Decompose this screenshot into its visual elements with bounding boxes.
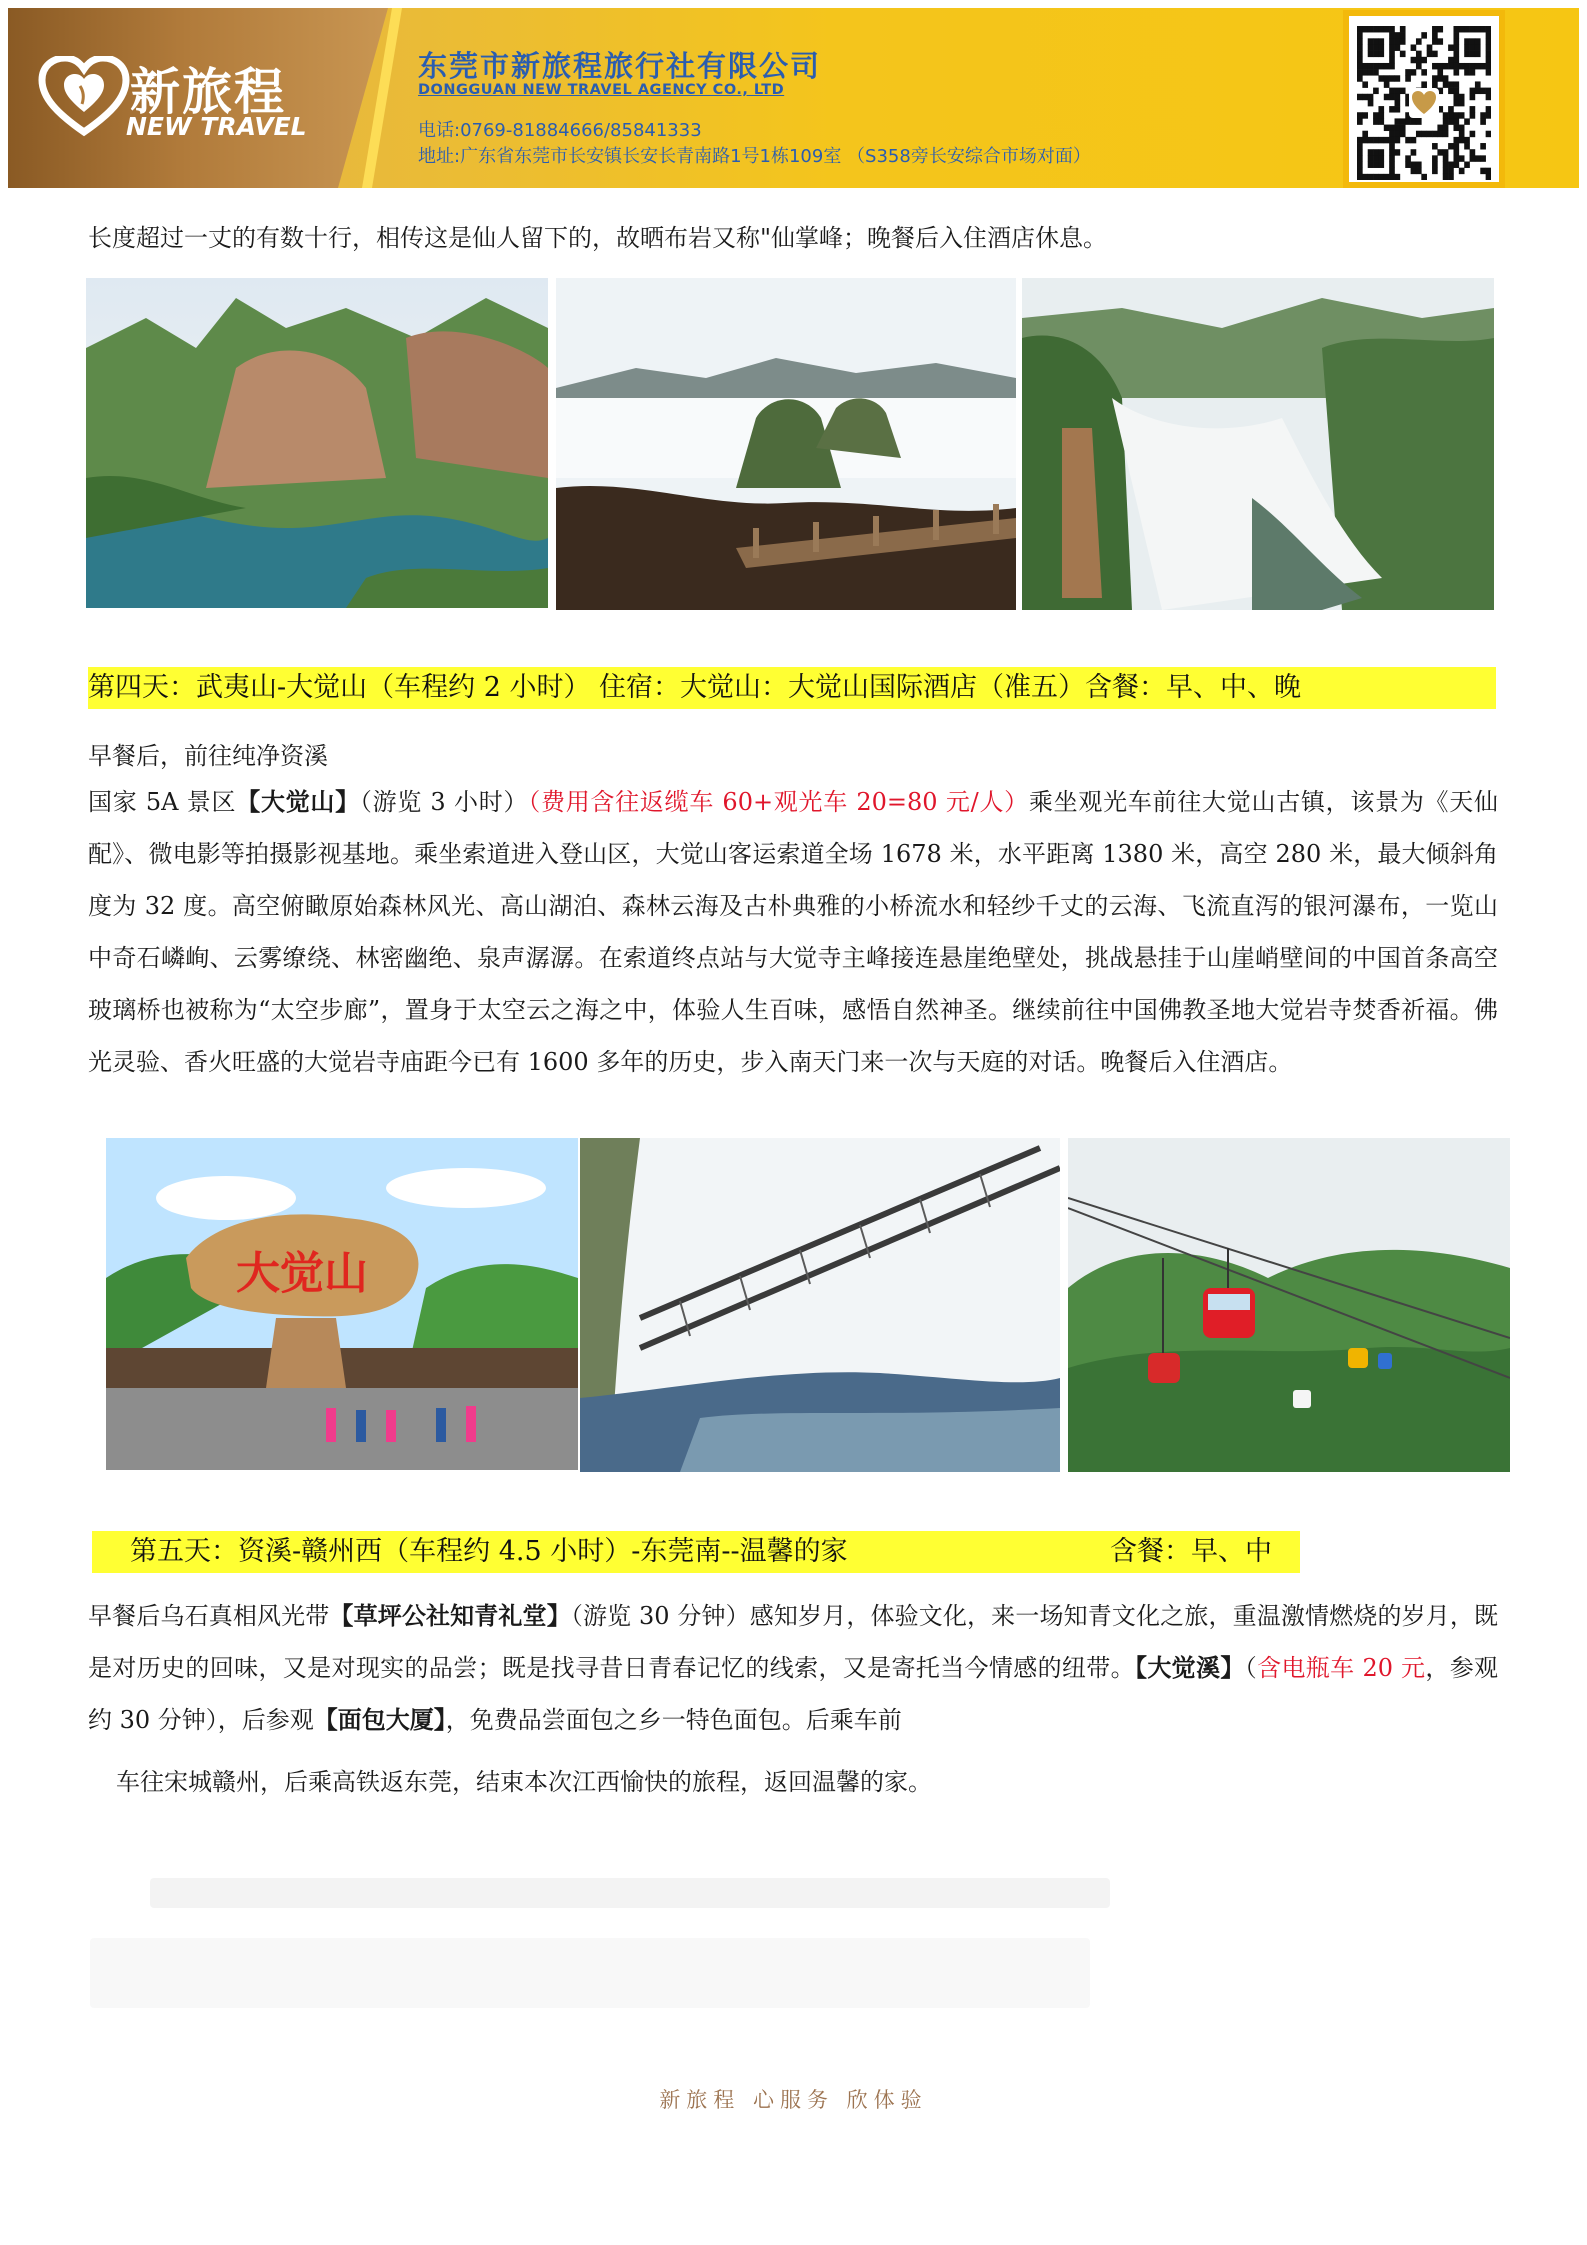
logo-chinese: 新旅程	[130, 63, 286, 121]
day5-fee-note: 含电瓶车 20 元	[1257, 1654, 1426, 1682]
page-header	[8, 8, 1579, 188]
faint-band	[150, 1878, 1110, 1908]
day4-heading: 第四天：武夷山-大觉山（车程约 2 小时） 住宿：大觉山：大觉山国际酒店（准五）含餐：早、中、晚	[88, 667, 1496, 709]
day4-paragraph	[88, 776, 1498, 1088]
company-name-cn: 东莞市新旅程旅行社有限公司	[418, 49, 822, 83]
day5-bread-desc: ，免费品尝面包之乡一特色面包。后乘车前	[445, 1706, 902, 1734]
intro-text: 长度超过一丈的有数十行，相传这是仙人留下的，故晒布岩又称"仙掌峰；晚餐后入住酒店休息。	[88, 224, 1108, 252]
photo-cable-car	[1068, 1138, 1510, 1472]
day4-description: 乘坐观光车前往大觉山古镇，该景为《天仙配》、微电影等拍摄影视基地。乘坐索道进入登山区，大觉山客运索道全场 1678 米，水平距离 1380 米，高空 280 米，最大倾斜角度为 32 度。高空俯瞰原始森林风光、高山湖泊、森林云海及古朴典雅的小桥流水和轻纱千丈的云海、飞流直泻的银河瀑布，一览山中奇石嶙峋、云雾缭绕、林密幽绝、泉声潺潺。在索道终点站与大觉寺主峰接连悬崖绝壁处，挑战悬挂于山崖峭壁间的中国首条高空玻璃桥也被称为“太空步廊”，置身于太空云之海之中，体验人生百味，感悟自然神圣。继续前往中国佛教圣地大觉岩寺焚香祈福。佛光灵验、香火旺盛的大觉岩寺庙距今已有 1600 多年的历史，步入南天门来一次与天庭的对话。晚餐后入住酒店。	[88, 788, 1499, 1076]
day5-open-paren: （	[1244, 1654, 1258, 1682]
qr-code	[1343, 10, 1505, 188]
day4-spot-name: 【大觉山】	[236, 787, 360, 816]
company-name-en: DONGGUAN NEW TRAVEL AGENCY CO., LTD	[418, 82, 785, 98]
day5-hall-desc: （游览 30 分钟）感知岁月，体验文化，来一场知青文化之旅，重温激情燃烧的岁月，既是对历史的回味，又是对现实的品尝；既是找寻昔日青春记忆的线索，又是寄托当今情感的纽带。	[88, 1602, 1499, 1682]
logo-english: NEW TRAVEL	[126, 112, 307, 141]
day5-paragraph-1	[88, 1590, 1498, 1746]
day5-heading	[92, 1531, 1300, 1573]
heart-logo-icon	[38, 56, 130, 138]
day5-prefix: 早餐后乌石真相风光带	[88, 1602, 330, 1630]
photo-cloud-sea	[556, 278, 1016, 610]
footer-slogan: 新旅程 心服务 欣体验	[659, 2088, 928, 2112]
photo-glass-bridge	[580, 1138, 1060, 1472]
day5-spot-stream: 【大觉溪】	[1134, 1653, 1245, 1682]
photo-canyon-mist	[1022, 278, 1494, 610]
day4-duration: （游览 3 小时）	[359, 788, 529, 816]
faint-band	[90, 1938, 1090, 2008]
day4-intro-line: 早餐后，前往纯净资溪	[88, 742, 328, 770]
sign-text: 大觉山	[236, 1248, 368, 1299]
day5-spot-hall: 【草坪公社知青礼堂】	[329, 1601, 571, 1630]
photo-river-valley	[86, 278, 548, 608]
day5-closing-line: 车往宋城赣州，后乘高铁返东莞，结束本次江西愉快的旅程，返回温馨的家。	[116, 1768, 932, 1796]
day5-meals: 含餐：早、中	[1110, 1536, 1272, 1567]
day4-prefix: 国家 5A 景区	[88, 788, 237, 816]
day5-route: 第五天：资溪-赣州西（车程约 4.5 小时）-东莞南--温馨的家	[130, 1536, 848, 1567]
qr-code-icon	[1357, 26, 1491, 180]
day5-visit-mid: ，参观约 30 分钟），后参观	[88, 1654, 1499, 1734]
company-phone: 电话:0769-81884666/85841333	[418, 120, 702, 141]
company-address: 地址:广东省东莞市长安镇长安长青南路1号1栋109室 （S358旁长安综合市场对面）	[418, 146, 1091, 167]
day5-spot-bread: 【面包大厦】	[313, 1705, 446, 1734]
photo-dajueshan-sign	[106, 1138, 578, 1470]
day4-fee-note: （费用含往返缆车 60+观光车 20=80 元/人）	[528, 788, 1029, 816]
